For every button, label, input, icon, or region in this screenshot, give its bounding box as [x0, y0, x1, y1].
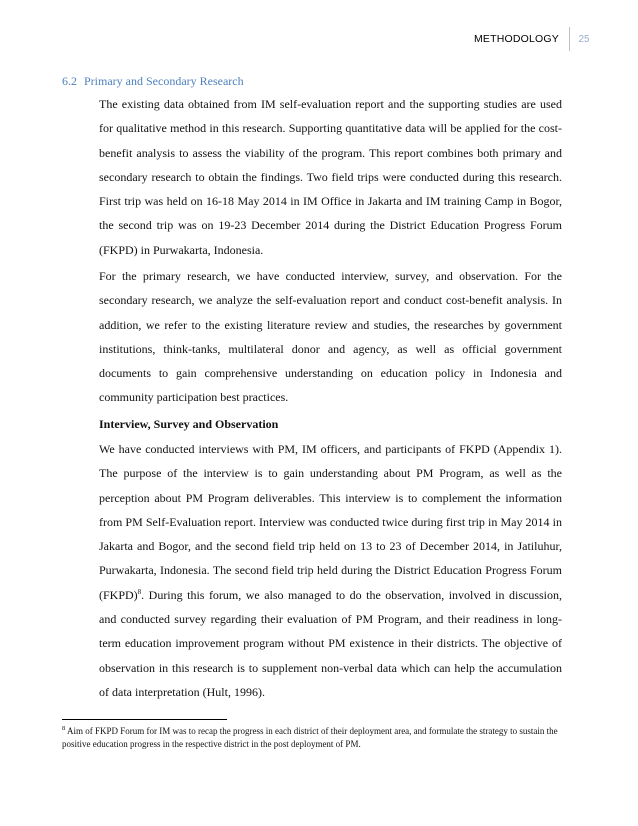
paragraph-interview-text-before: We have conducted interviews with PM, IM officers, and participants of FKPD (Appendix 1). The purpose of the interview is to gain understanding about PM Program, as well as the perception about PM Program deliverables. This interview is to complement the information from PM Self-Evaluation report. Interview was conducted twice during first trip in May 2014 in Jakarta and Bogor, and the second field trip held on 13 to 23 of December 2014, in Jatiluhur, Purwakarta, Indonesia. The second field trip held during the District Education Progress Forum (FKPD): [99, 442, 562, 602]
footnote: [62, 725, 564, 751]
page-header: [474, 27, 598, 51]
subsection-heading: Interview, Survey and Observation: [99, 417, 279, 431]
running-header-title: METHODOLOGY: [473, 33, 559, 45]
subsection-heading-block: [99, 412, 562, 436]
footnote-number: 8: [62, 725, 66, 732]
section-title: Primary and Secondary Research: [84, 74, 244, 88]
paragraph-interview: [99, 437, 562, 704]
paragraph-interview-block: [99, 437, 562, 704]
footnote-text: Aim of FKPD Forum for IM was to recap the progress in each district of their deployment area, and formulate the strategy to sustain the positive education progress in the respective district in the post deployment of PM.: [62, 726, 558, 749]
section-number: 6.2: [62, 74, 77, 88]
footnote-separator: [62, 719, 227, 720]
section-heading: [62, 74, 244, 89]
footnote-reference[interactable]: 8: [137, 587, 142, 596]
paragraph-research-methods: For the primary research, we have conducted interview, survey, and observation. For the secondary research, we analyze the self-evaluation report and conduct cost-benefit analysis. In addition, we refer to the existing literature review and studies, the researches by government institutions, think-tanks, multilateral donor and agency, as well as official government documents to gain comprehensive understanding on education policy in Indonesia and community participation best practices.: [99, 269, 562, 405]
paragraph-intro-block: [99, 92, 562, 262]
page-number: 25: [569, 27, 598, 51]
paragraph-research-methods-block: [99, 264, 562, 410]
paragraph-interview-text-after: . During this forum, we also managed to do the observation, involved in discussion, and conducted survey regarding their evaluation of PM Program, and their readiness in long-term education improvement program without PM existence in their districts. The objective of observation in this research is to supplement non-verbal data which can help the accumulation of data interpretation (Hult, 1996).: [99, 587, 562, 699]
paragraph-intro: The existing data obtained from IM self-evaluation report and the supporting studies are used for qualitative method in this research. Supporting quantitative data will be applied for the cost-benefit analysis to assess the viability of the program. This report combines both primary and secondary research to obtain the findings. Two field trips were conducted during this research. First trip was held on 16-18 May 2014 in IM Office in Jakarta and IM training Camp in Bogor, the second trip was on 19-23 December 2014 during the District Education Progress Forum (FKPD) in Purwakarta, Indonesia.: [99, 97, 562, 257]
